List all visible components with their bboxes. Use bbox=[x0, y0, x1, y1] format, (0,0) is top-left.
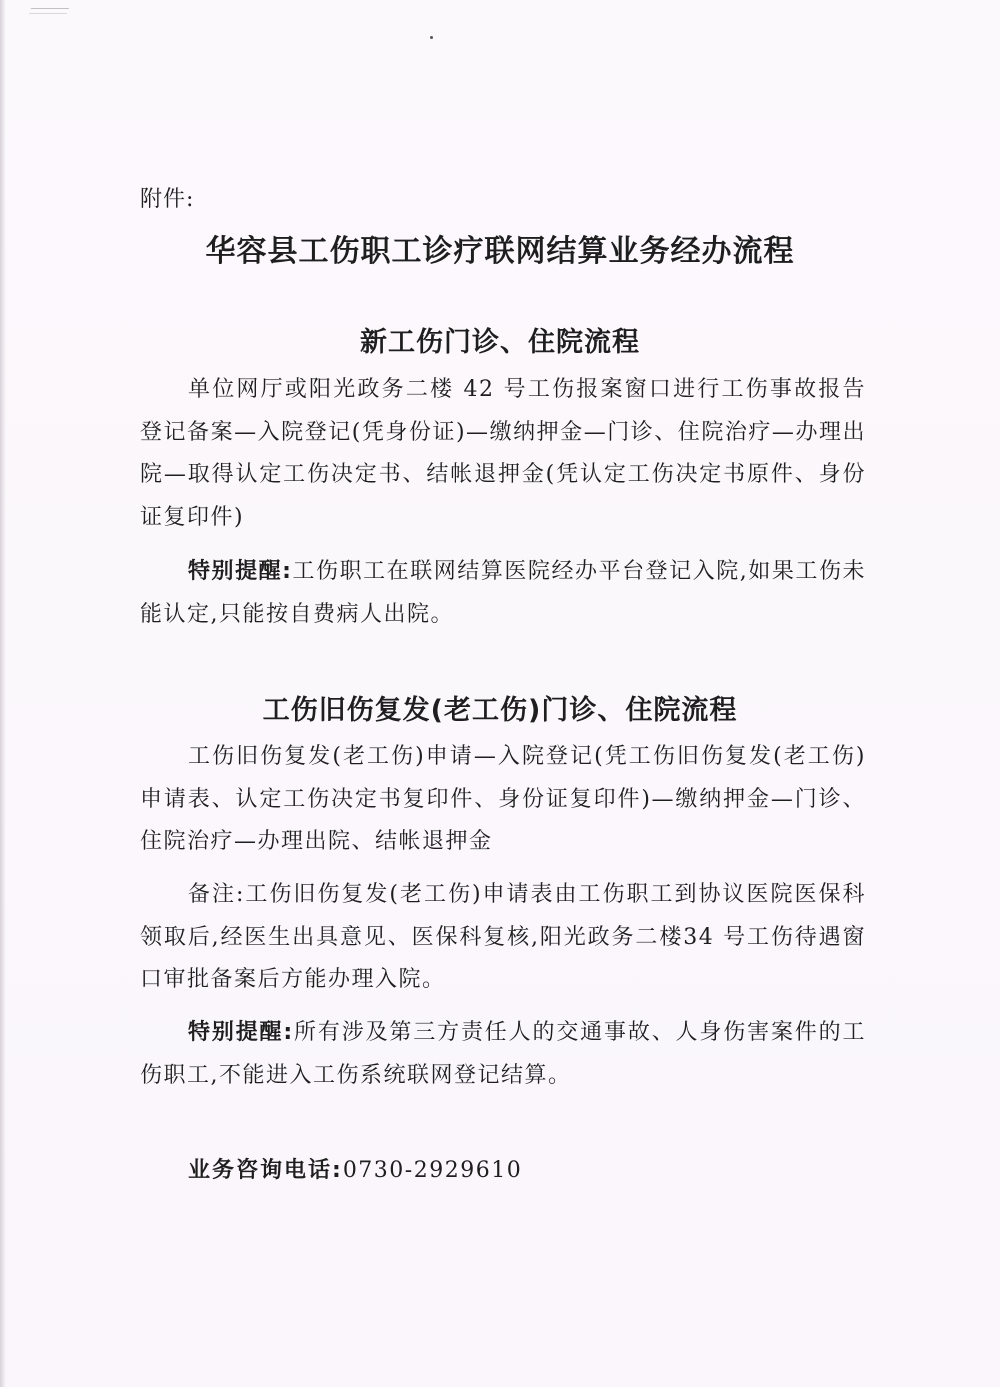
section1-reminder-text: 工伤职工在联网结算医院经办平台登记入院,如果工伤未能认定,只能按自费病人出院。 bbox=[140, 559, 866, 627]
section2-title: 工伤旧伤复发(老工伤)门诊、住院流程 bbox=[262, 695, 738, 726]
dust-speck bbox=[430, 36, 433, 39]
section1-title: 新工伤门诊、住院流程 bbox=[360, 327, 640, 358]
section1-body: 单位网厅或阳光政务二楼 42 号工伤报案窗口进行工伤事故报告登记备案—入院登记(凭身份证)—缴纳押金—门诊、住院治疗—办理出院—取得认定工伤决定书、结帐退押金(凭认定工伤决定书原件、身份证复印件) bbox=[140, 377, 866, 530]
section2-body: 工伤旧伤复发(老工伤)申请—入院登记(凭工伤旧伤复发(老工伤)申请表、认定工伤决定书复印件、身份证复印件)—缴纳押金—门诊、住院治疗—办理出院、结帐退押金 bbox=[140, 744, 866, 854]
section2-note: 备注:工伤旧伤复发(老工伤)申请表由工伤职工到协议医院医保科领取后,经医生出具意见、医保科复核,阳光政务二楼34 号工伤待遇窗口审批备案后方能办理入院。 bbox=[140, 882, 866, 992]
contact-label: 业务咨询电话: bbox=[188, 1158, 343, 1183]
contact-line bbox=[188, 1153, 522, 1184]
section1-reminder-label: 特别提醒: bbox=[188, 559, 293, 584]
section1-reminder bbox=[140, 551, 866, 636]
document-title: 华容县工伤职工诊疗联网结算业务经办流程 bbox=[205, 234, 795, 269]
contact-phone: 0730-2929610 bbox=[342, 1158, 523, 1183]
attachment-label: 附件: bbox=[140, 187, 195, 212]
section2-reminder-label: 特别提醒: bbox=[188, 1020, 294, 1045]
section2-reminder bbox=[140, 1012, 866, 1097]
section2-reminder-text: 所有涉及第三方责任人的交通事故、人身伤害案件的工伤职工,不能进入工伤系统联网登记结算。 bbox=[140, 1020, 866, 1088]
corner-scratch-mark bbox=[29, 8, 69, 14]
